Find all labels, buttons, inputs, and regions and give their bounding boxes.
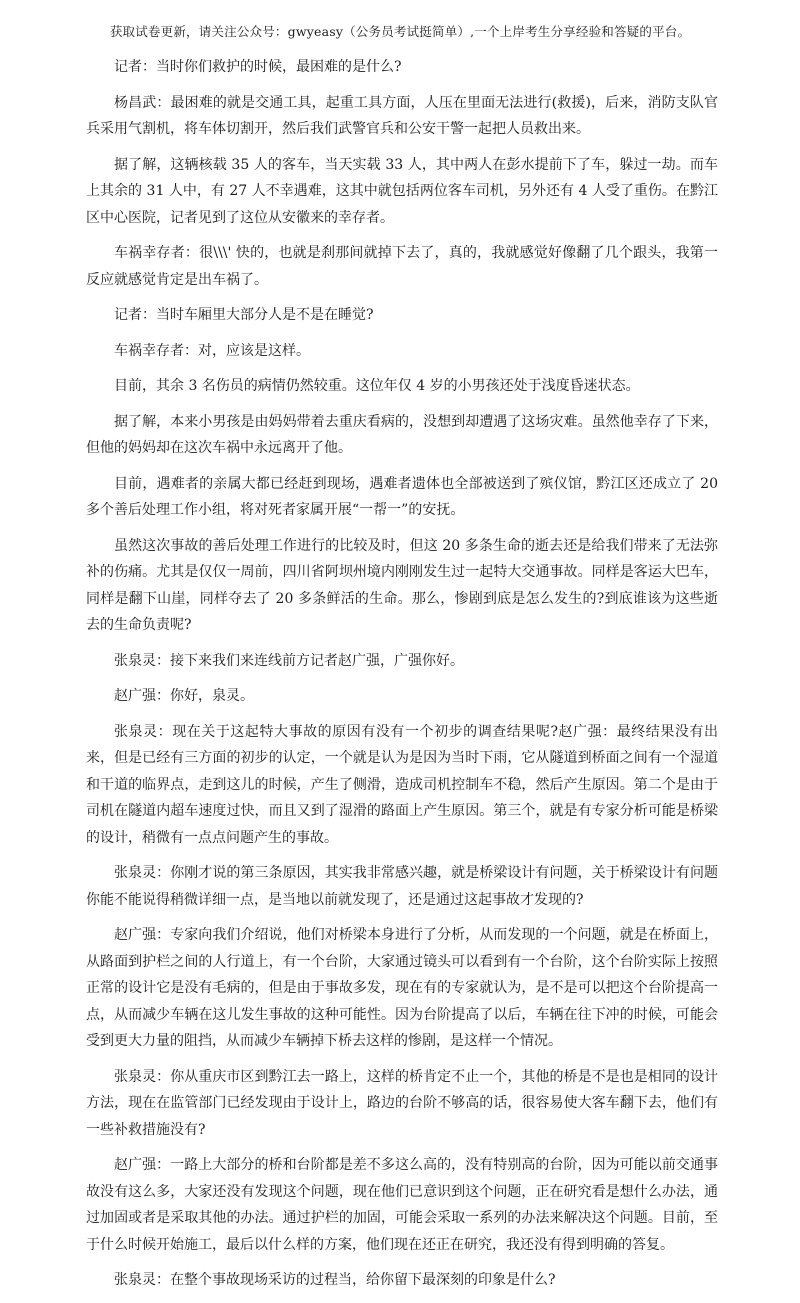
paragraph: 车祸幸存者：对，应该是这样。: [114, 342, 310, 359]
paragraph: 杨昌武：最困难的就是交通工具，起重工具方面，人压在里面无法进行(救援)，后来，消防支队官兵采用气割机，将车体切割开，然后我们武警官兵和公安干警一起把人员救出来。: [86, 94, 718, 137]
paragraph: 目前，遇难者的亲属大都已经赶到现场，遇难者遗体也全部被送到了殡仪馆，黔江区还成立了 20 多个善后处理工作小组，将对死者家属开展“一帮一”的安抚。: [86, 475, 718, 518]
page-header: 获取试卷更新，请关注公众号：gwyeasy（公务员考试挺简单）,一个上岸考生分享经验和答疑的平台。: [109, 24, 691, 39]
paragraph: 记者：当时你们救护的时候，最困难的是什么?: [114, 59, 402, 75]
paragraph: 张泉灵：现在关于这起特大事故的原因有没有一个初步的调查结果呢?赵广强：最终结果没有出来，但是已经有三方面的初步的认定，一个就是认为是因为当时下雨，它从隧道到桥面之间有一个湿道和干道的临界点，走到这儿的时候，产生了侧滑，造成司机控制车不稳，然后产生原因。第二个是由于司机在隧道内超车速度过快，而且又到了湿滑的路面上产生原因。第三个，就是有专家分析可能是桥梁的设计，稍微有一点点问题产生的事故。: [86, 723, 718, 846]
paragraph: 据了解，这辆核载 35 人的客车，当天实载 33 人，其中两人在彭水提前下了车，躲过一劫。而车上其余的 31 人中，有 27 人不幸遇难，这其中就包括两位客车司机，另外还有 4 人受了重伤。在黔江区中心医院，记者见到了这位从安徽来的幸存者。: [86, 156, 718, 226]
paragraph: 赵广强：一路上大部分的桥和台阶都是差不多这么高的，没有特别高的台阶，因为可能以前交通事故没有这么多，大家还没有发现这个问题，现在他们已意识到这个问题，正在研究看是想什么办法，通过加固或者是采取其他的办法。通过护栏的加固，可能会采取一系列的办法来解决这个问题。目前，至于什么时候开始施工，最后以什么样的方案，他们现在还正在研究，我还没有得到明确的答复。: [86, 1157, 718, 1253]
paragraph: 张泉灵：你从重庆市区到黔江去一路上，这样的桥肯定不止一个，其他的桥是不是也是相同的设计方法，现在在监管部门已经发现由于设计上，路边的台阶不够高的话，很容易使大客车翻下去，他们有一些补救措施没有?: [86, 1068, 718, 1138]
paragraph: 据了解，本来小男孩是由妈妈带着去重庆看病的，没想到却遭遇了这场灾难。虽然他幸存了下来，但他的妈妈却在这次车祸中永远离开了他。: [86, 413, 718, 456]
paragraph: 车祸幸存者：很\\\' 快的，也就是刹那间就掉下去了，真的，我就感觉好像翻了几个跟头，我第一反应就感觉肯定是出车祸了。: [86, 245, 718, 288]
paragraph: 记者：当时车厢里大部分人是不是在睡觉?: [114, 307, 374, 323]
paragraph: 张泉灵：接下来我们来连线前方记者赵广强，广强你好。: [114, 652, 464, 669]
paragraph: 目前，其余 3 名伤员的病情仍然较重。这位年仅 4 岁的小男孩还处于浅度昏迷状态。: [114, 378, 640, 394]
paragraph: 张泉灵：在整个事故现场采访的过程当，给你留下最深刻的印象是什么?: [114, 1272, 556, 1288]
paragraph: 赵广强：专家向我们介绍说，他们对桥梁本身进行了分析，从而发现的一个问题，就是在桥面上，从路面到护栏之间的人行道上，有一个台阶，大家通过镜头可以看到有一个台阶，这个台阶实际上按照正常的设计它是没有毛病的，但是由于事故多发，现在有的专家就认为，是不是可以把这个台阶提高一点，从而减少车辆在这儿发生事故的这种可能性。因为台阶提高了以后，车辆在往下冲的时候，可能会受到更大力量的阻挡，从而减少车辆掉下桥去这样的惨剧，是这样一个情况。: [86, 927, 718, 1049]
paragraph: 虽然这次事故的善后处理工作进行的比较及时，但这 20 多条生命的逝去还是给我们带来了无法弥补的伤痛。尤其是仅仅一周前，四川省阿坝州境内刚刚发生过一起特大交通事故。同样是客运大巴车，同样是翻下山崖，同样夺去了 20 多条鲜活的生命。那么，惨剧到底是怎么发生的?到底谁该为这些逝去的生命负责呢?: [86, 537, 718, 633]
paragraph: 赵广强：你好，泉灵。: [114, 688, 254, 704]
paragraph: 张泉灵：你刚才说的第三条原因，其实我非常感兴趣，就是桥梁设计有问题，关于桥梁设计有问题你能不能说得稍微详细一点，是当地以前就发现了，还是通过这起事故才发现的?: [86, 865, 718, 908]
article-body: [86, 54, 718, 1303]
